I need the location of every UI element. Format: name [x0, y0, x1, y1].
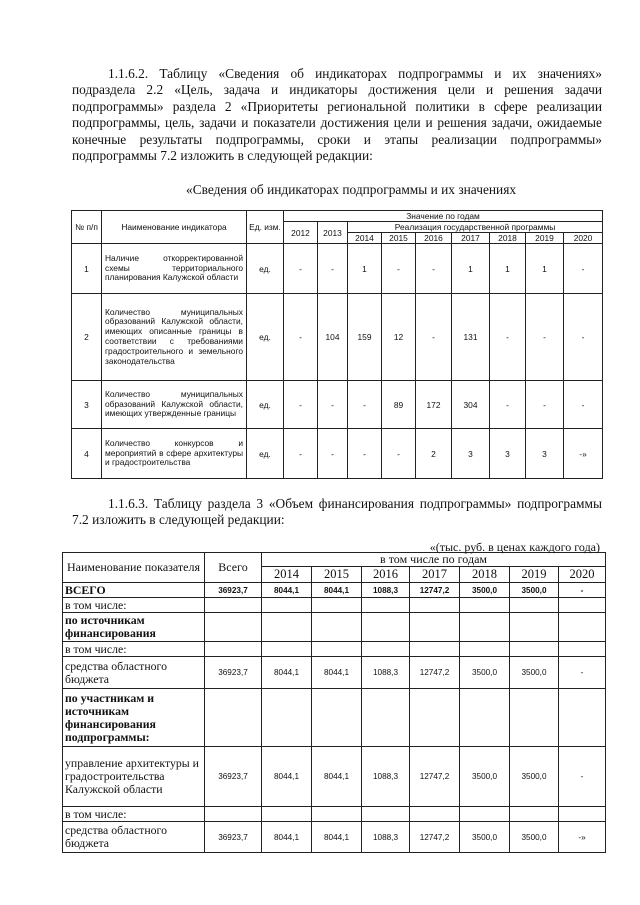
- value-cell: -: [382, 244, 416, 294]
- header-indicator-name: Наименование индикатора: [102, 211, 247, 244]
- value-cell: -: [318, 429, 348, 479]
- row-total: 36923,7: [205, 583, 262, 598]
- paragraph-1-1-6-2: 1.1.6.2. Таблицу «Сведения об индикаторах подпрограммы и их значениях» подраздела 2.2 «Цель, задача и индикаторы достижения цели и решения задачи подпрограммы» раздела 2 «Приоритеты региональной политики в сфере реализации подпрограммы, цель, задачи и показатели достижения цели и решения задачи, ожидаемые конечные результаты подпрограммы, сроки и этапы реализации подпрограммы» подпрограммы 7.2 изложить в следующей редакции:: [72, 66, 602, 164]
- value-cell: 12747,2: [410, 747, 460, 807]
- value-cell: -: [490, 294, 526, 381]
- header-implementation: Реализация государственной программы: [348, 222, 603, 233]
- value-cell: 8044,1: [312, 583, 362, 598]
- value-cell: -: [416, 244, 452, 294]
- value-cell: 8044,1: [312, 747, 362, 807]
- value-cell: -»: [564, 429, 603, 479]
- finance-table: [62, 552, 606, 853]
- finance-row: [63, 822, 606, 853]
- value-cell: 304: [452, 381, 490, 429]
- value-cell: 89: [382, 381, 416, 429]
- value-cell: -: [559, 747, 606, 807]
- value-cell: 12: [382, 294, 416, 381]
- header-year: 2017: [410, 567, 460, 583]
- header-num: № п/п: [72, 211, 102, 244]
- finance-row-total: [63, 583, 606, 598]
- value-cell: -: [284, 244, 318, 294]
- value-cell: 3: [526, 429, 564, 479]
- indicator-name: Количество муниципальных образований Калужской области, имеющих утвержденные границы: [102, 381, 247, 429]
- indicators-table-caption: «Сведения об индикаторах подпрограммы и их значениях: [186, 182, 517, 197]
- row-label: по источникам финансирования: [63, 613, 205, 642]
- row-label: средства областного бюджета: [63, 657, 205, 689]
- value-cell: 12747,2: [410, 822, 460, 853]
- row-label: средства областного бюджета: [63, 822, 205, 853]
- value-cell: -: [526, 294, 564, 381]
- row-num: 2: [72, 294, 102, 381]
- row-total: 36923,7: [205, 657, 262, 689]
- row-num: 1: [72, 244, 102, 294]
- header-year: 2013: [318, 222, 348, 244]
- value-cell: 1: [452, 244, 490, 294]
- indicators-table: [71, 210, 603, 479]
- value-cell: -: [526, 381, 564, 429]
- value-cell: 8044,1: [312, 822, 362, 853]
- value-cell: 8044,1: [262, 583, 312, 598]
- header-year: 2018: [460, 567, 510, 583]
- value-cell: 1: [348, 244, 382, 294]
- finance-row: [63, 657, 606, 689]
- header-indicator-name: Наименование показателя: [63, 553, 205, 583]
- indicator-row: [72, 381, 603, 429]
- value-cell: -: [382, 429, 416, 479]
- value-cell: 12747,2: [410, 583, 460, 598]
- header-year: 2014: [348, 233, 382, 244]
- value-cell: 3: [452, 429, 490, 479]
- value-cell: 12747,2: [410, 657, 460, 689]
- value-cell: -: [348, 381, 382, 429]
- value-cell: 3500,0: [510, 747, 559, 807]
- value-cell: 3500,0: [460, 657, 510, 689]
- row-unit: ед.: [247, 429, 284, 479]
- finance-units-note: «(тыс. руб. в ценах каждого года): [429, 540, 600, 554]
- header-total: Всего: [205, 553, 262, 583]
- row-label: ВСЕГО: [63, 583, 205, 598]
- header-year: 2016: [416, 233, 452, 244]
- finance-row: [63, 642, 606, 657]
- row-unit: ед.: [247, 381, 284, 429]
- value-cell: 1088,3: [362, 657, 410, 689]
- value-cell: 159: [348, 294, 382, 381]
- value-cell: 131: [452, 294, 490, 381]
- header-year: 2015: [382, 233, 416, 244]
- value-cell: -: [318, 244, 348, 294]
- value-cell: -: [348, 429, 382, 479]
- value-cell: 3: [490, 429, 526, 479]
- value-cell: -: [564, 294, 603, 381]
- value-cell: -: [284, 429, 318, 479]
- paragraph-1-1-6-3: 1.1.6.3. Таблицу раздела 3 «Объем финансирования подпрограммы» подпрограммы 7.2 изложить в следующей редакции:: [72, 496, 602, 528]
- value-cell: 3500,0: [460, 822, 510, 853]
- indicator-name: Количество конкурсов и мероприятий в сфере архитектуры и градостроительства: [102, 429, 247, 479]
- header-year: 2016: [362, 567, 410, 583]
- header-year: 2014: [262, 567, 312, 583]
- finance-row: [63, 613, 606, 642]
- header-year: 2015: [312, 567, 362, 583]
- row-label: по участникам и источникам финансирования подпрограммы:: [63, 689, 205, 747]
- value-cell: -»: [559, 822, 606, 853]
- value-cell: 3500,0: [510, 822, 559, 853]
- header-year: 2020: [559, 567, 606, 583]
- value-cell: 3500,0: [510, 657, 559, 689]
- value-cell: 104: [318, 294, 348, 381]
- header-unit: Ед. изм.: [247, 211, 284, 244]
- value-cell: -: [416, 294, 452, 381]
- value-cell: 3500,0: [510, 583, 559, 598]
- header-year: 2017: [452, 233, 490, 244]
- value-cell: -: [564, 381, 603, 429]
- header-year: 2019: [510, 567, 559, 583]
- value-cell: 2: [416, 429, 452, 479]
- value-cell: 8044,1: [312, 657, 362, 689]
- header-year: 2019: [526, 233, 564, 244]
- row-num: 4: [72, 429, 102, 479]
- value-cell: 8044,1: [262, 657, 312, 689]
- value-cell: -: [564, 244, 603, 294]
- value-cell: -: [559, 583, 606, 598]
- value-cell: -: [318, 381, 348, 429]
- value-cell: 1088,3: [362, 747, 410, 807]
- value-cell: 8044,1: [262, 822, 312, 853]
- value-cell: 1: [490, 244, 526, 294]
- indicator-name: Наличие откорректированной схемы территориального планирования Калужской области: [102, 244, 247, 294]
- indicator-name: Количество муниципальных образований Калужской области, имеющих описанные границы в соответствии с требованиями градостроительного и земельного законодательства: [102, 294, 247, 381]
- header-year: 2018: [490, 233, 526, 244]
- value-cell: -: [284, 381, 318, 429]
- finance-row: [63, 598, 606, 613]
- value-cell: 3500,0: [460, 747, 510, 807]
- indicator-row: [72, 429, 603, 479]
- value-cell: -: [559, 657, 606, 689]
- row-total: 36923,7: [205, 822, 262, 853]
- header-by-years: в том числе по годам: [262, 553, 606, 567]
- value-cell: -: [490, 381, 526, 429]
- indicator-row: [72, 294, 603, 381]
- row-total: 36923,7: [205, 747, 262, 807]
- row-num: 3: [72, 381, 102, 429]
- row-label: управление архитектуры и градостроительства Калужской области: [63, 747, 205, 807]
- value-cell: 1088,3: [362, 583, 410, 598]
- header-year: 2012: [284, 222, 318, 244]
- value-cell: 1: [526, 244, 564, 294]
- value-cell: 172: [416, 381, 452, 429]
- value-cell: 3500,0: [460, 583, 510, 598]
- value-cell: 1088,3: [362, 822, 410, 853]
- row-label: в том числе:: [63, 807, 205, 822]
- value-cell: 8044,1: [262, 747, 312, 807]
- header-year: 2020: [564, 233, 603, 244]
- row-label: в том числе:: [63, 598, 205, 613]
- row-unit: ед.: [247, 294, 284, 381]
- row-label: в том числе:: [63, 642, 205, 657]
- row-unit: ед.: [247, 244, 284, 294]
- header-values-by-year: Значение по годам: [284, 211, 603, 222]
- finance-row: [63, 807, 606, 822]
- value-cell: -: [284, 294, 318, 381]
- finance-row: [63, 689, 606, 747]
- finance-row: [63, 747, 606, 807]
- indicator-row: [72, 244, 603, 294]
